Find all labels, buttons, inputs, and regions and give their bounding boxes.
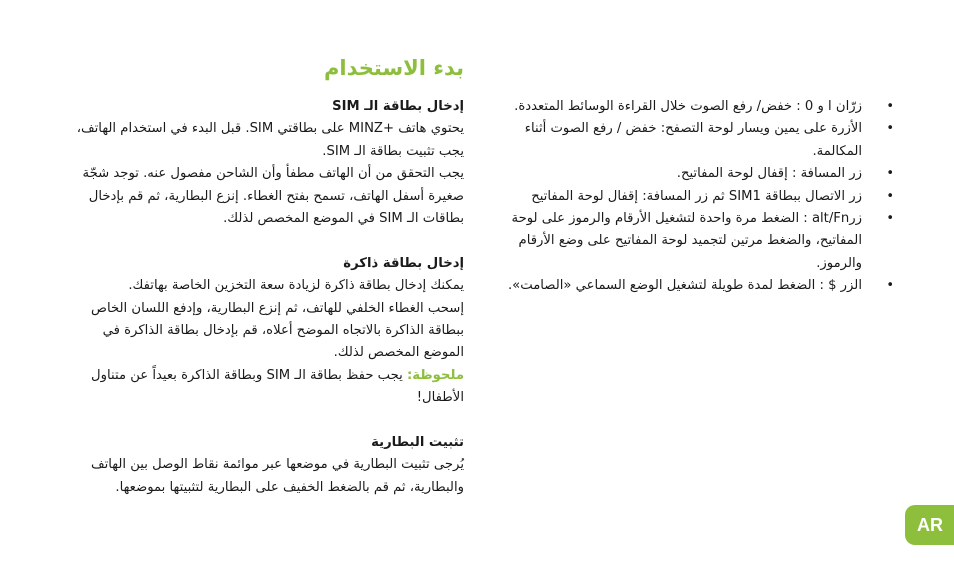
page-title: بدء الاستخدام — [324, 56, 464, 80]
memory-paragraph: يمكنك إدخال بطاقة ذاكرة لزيادة سعة التخزين الخاصة بهاتفك. — [128, 278, 464, 294]
memory-section-heading: إدخال بطاقة ذاكرة — [343, 255, 464, 271]
key-functions-column — [500, 96, 894, 298]
key-functions-list — [500, 96, 894, 298]
list-item: • زر الاتصال ببطاقة SIM1 ثم زر المسافة: إقفال لوحة المفاتيح — [500, 186, 862, 208]
section-spacer — [70, 410, 464, 432]
language-tab[interactable] — [905, 505, 954, 545]
instructions-column — [70, 96, 464, 499]
section-spacer — [70, 230, 464, 252]
list-item: • زرalt/Fn : الضغط مرة واحدة لتشغيل الأرقام والرموز على لوحة المفاتيح، والضغط مرتين لتجميد لوحة المفاتيح على وضع الأرقام والرموز. — [500, 208, 862, 275]
memory-paragraph: إسحب الغطاء الخلفي للهاتف، ثم إنزع البطارية، وإدفع اللسان الخاص ببطاقة الذاكرة بالاتجاه الموضح أعلاه، قم بإدخال بطاقة الذاكرة في الموضع المخصص لذلك. — [91, 300, 464, 361]
note-label: ملحوظة: — [406, 367, 464, 383]
memory-note — [70, 365, 464, 410]
list-item: • زرّان ا و 0 : خفض/ رفع الصوت خلال القراءة الوسائط المتعددة. — [500, 96, 862, 118]
list-item: • الزر $ : الضغط لمدة طويلة لتشغيل الوضع السماعي «الصامت». — [500, 275, 862, 297]
list-item: • الأزرة على يمين ويسار لوحة التصفح: خفض / رفع الصوت أثناء المكالمة. — [500, 118, 862, 163]
note-text: يجب حفظ بطاقة الـ SIM وبطاقة الذاكرة بعيداً عن متناول الأطفال! — [91, 367, 464, 406]
sim-paragraph: يحتوي هاتف +MINZ على بطاقتي SIM. قبل البدء في استخدام الهاتف، يجب تثبيت بطاقة الـ SIM. — [76, 121, 464, 159]
battery-paragraph: يُرجى تثبيت البطارية في موضعها عبر موائمة نقاط الوصل بين الهاتف والبطارية، ثم قم بالضغط الخفيف على البطارية لتثبيتها بموضعها. — [90, 457, 464, 495]
sim-section-heading: إدخال بطاقة الـ SIM — [332, 99, 464, 114]
sim-paragraph: يجب التحقق من أن الهاتف مطفأ وأن الشاحن مفصول عنه. توجد شجّة صغيرة أسفل الهاتف، تسمح بفتح الغطاء. إنزع البطارية، ثم قم بإدخال بطاقات الـ SIM في الموضع المخصص لذلك. — [82, 166, 464, 227]
battery-section-heading: تثبيت البطارية — [371, 435, 464, 451]
language-tab-label: AR — [917, 515, 943, 535]
list-item: • زر المسافة : إقفال لوحة المفاتيح. — [500, 163, 862, 185]
